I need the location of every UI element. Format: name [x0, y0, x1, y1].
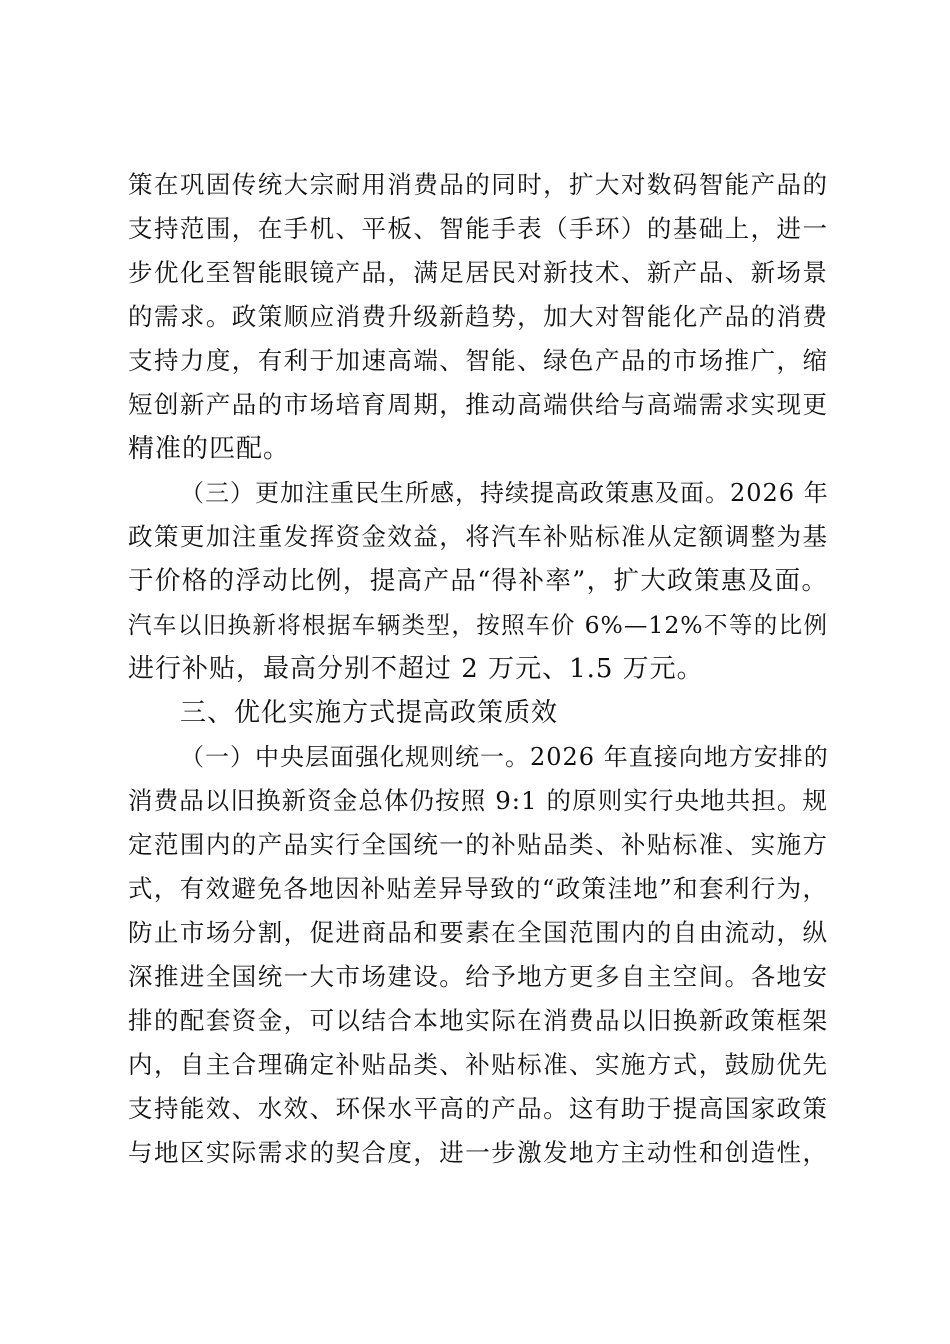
section-heading-line: （一）中央层面强化规则统一。2026 年直接向地方安排的 — [180, 743, 829, 771]
text-line: 政策更加注重发挥资金效益，将汽车补贴标准从定额调整为基 — [128, 522, 828, 551]
text-line: 与地区实际需求的契合度，进一步激发地方主动性和创造性， — [128, 1138, 828, 1167]
text-line: 策在巩固传统大宗耐用消费品的同时，扩大对数码智能产品的 — [128, 170, 828, 199]
text-line: 深推进全国统一大市场建设。给予地方更多自主空间。各地安 — [128, 962, 828, 991]
text-line: 步优化至智能眼镜产品，满足居民对新技术、新产品、新场景 — [128, 258, 828, 287]
text-line: 支持力度，有利于加速高端、智能、绿色产品的市场推广，缩 — [128, 346, 828, 375]
section-heading: 三、优化实施方式提高政策质效 — [180, 698, 559, 728]
text-line: 消费品以旧换新资金总体仍按照 9:1 的原则实行央地共担。规 — [128, 786, 828, 815]
text-line: 支持范围，在手机、平板、智能手表（手环）的基础上，进一 — [128, 214, 828, 243]
text-line: 内，自主合理确定补贴品类、补贴标准、实施方式，鼓励优先 — [128, 1050, 828, 1079]
text-line: 定范围内的产品实行全国统一的补贴品类、补贴标准、实施方 — [128, 830, 828, 859]
text-line: 的需求。政策顺应消费升级新趋势，加大对智能化产品的消费 — [128, 302, 828, 331]
text-line: 进行补贴，最高分别不超过 2 万元、1.5 万元。 — [128, 654, 704, 684]
text-line: 排的配套资金，可以结合本地实际在消费品以旧换新政策框架 — [128, 1006, 828, 1035]
text-line: 式，有效避免各地因补贴差异导致的“政策洼地”和套利行为， — [128, 874, 828, 903]
text-line: 防止市场分割，促进商品和要素在全国范围内的自由流动，纵 — [128, 918, 828, 947]
section-heading-line: （三）更加注重民生所感，持续提高政策惠及面。2026 年 — [180, 479, 829, 507]
text-line: 支持能效、水效、环保水平高的产品。这有助于提高国家政策 — [128, 1094, 828, 1123]
text-line: 于价格的浮动比例，提高产品“得补率”，扩大政策惠及面。 — [128, 566, 828, 596]
text-line: 汽车以旧换新将根据车辆类型，按照车价 6%—12%不等的比例 — [128, 611, 828, 639]
text-line: 短创新产品的市场培育周期，推动高端供给与高端需求实现更 — [128, 390, 828, 419]
text-line: 精准的匹配。 — [128, 434, 291, 464]
